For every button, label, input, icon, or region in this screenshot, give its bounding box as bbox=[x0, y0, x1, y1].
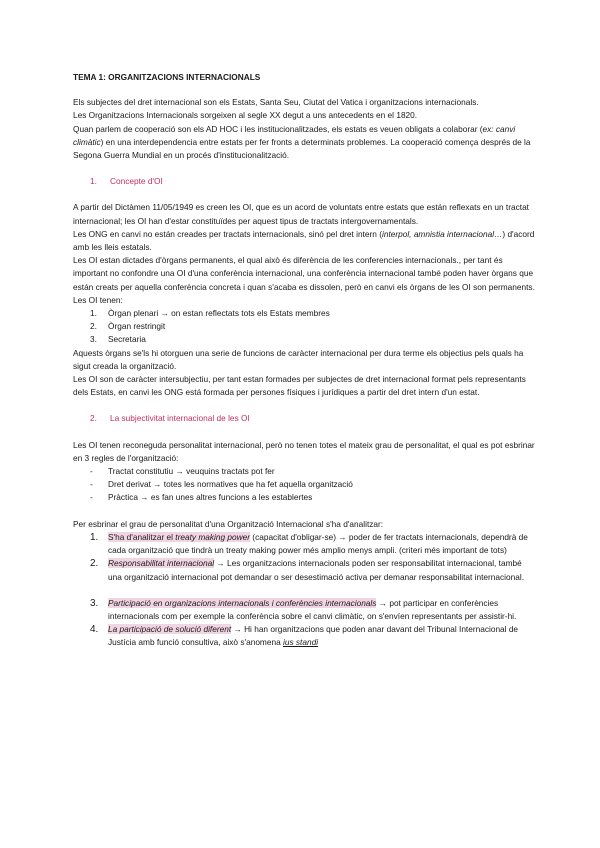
list-item: - Dret derivat → totes les normatives que ha fet aquella organització bbox=[90, 479, 353, 490]
intro-paragraph-1: Els subjectes del dret internacional son els Estats, Santa Seu, Ciutat del Vatica i organitzacions internacionals. bbox=[73, 97, 479, 108]
list-item: 1. Òrgan plenari → on estan reflectats tots els Estats membres bbox=[90, 308, 330, 319]
list-item: 2. Òrgan restringit bbox=[90, 321, 166, 332]
document-title: TEMA 1: ORGANITZACIONS INTERNACIONALS bbox=[73, 72, 261, 82]
list-item: 3. Participació en organizacions internacionals i conferències internacionals → pot participar en conferències internacionals com per exemple la conferència sobre el canvi climàtic, on s'envíen representants per assistir-hi. bbox=[90, 597, 517, 621]
section-2-paragraph-2: Per esbrinar el grau de personalitat d'una Organització Internacional s'ha d'analitzar: bbox=[73, 518, 384, 529]
section-1-heading: 1. Concepte d'OI bbox=[90, 176, 163, 187]
section-1-paragraph-6: Les OI son de caràcter intersubjectiu, per tant estan formades per subjectes de dret internacional format pels representants dels Estats, en canvi les ONG está formada per persones físiques i jurídiques a partir del dret intern d'un estat. bbox=[73, 374, 526, 398]
section-1-paragraph-1: A partir del Dictàmen 11/05/1949 es creen les OI, que es un acord de voluntats entre estats que están reflexats en un tractat internacional; les OI han d'estar constituïdes per aquest tipus de tractats intergovernamentals. bbox=[73, 202, 529, 226]
list-item: 3. Secretaria bbox=[90, 334, 146, 345]
section-2-heading: 2. La subjectivitat internacional de les OI bbox=[90, 413, 250, 424]
intro-paragraph-2: Les Organitzacions Internacionals sorgeixen al segle XX degut a uns antecedents en el 1820. bbox=[73, 110, 418, 121]
list-item: 2. Responsabilitat internacional → Les organitzacions internacionals poden ser responsabilitat internacional, també una organització internacional pot demandar o ser desestimació activa per demanar responsabilitat internacional. bbox=[90, 558, 525, 582]
intro-paragraph-3: Quan parlem de cooperació son els AD HOC i les institucionalitzades, els estats es veuen obligats a colaborar (ex: canvi climàtic) en una interdependencia entre estats per fer fronts a determinats problemes. La cooperació comença després de la Segona Guerra Mundial en un procés d'institucionalització. bbox=[73, 123, 531, 161]
organs-list bbox=[73, 307, 535, 347]
section-2-paragraph-1: Les OI tenen reconeguda personalitat internacional, però no tenen totes el mateix grau de personalitat, el qual es pot esbrinar en 3 regles de l'organització: bbox=[73, 439, 535, 463]
document-body bbox=[73, 71, 535, 650]
section-1-paragraph-5: Aquests òrgans se'ls hi otorguen una serie de funcions de caràcter internacional per dura terme els objectius pels quals ha sigut creada la organització. bbox=[73, 347, 524, 371]
rules-list bbox=[73, 465, 535, 505]
list-item: 4. La participació de solució diferent → Hi han organitzacions que poden anar davant del Tribunal Internacional de Justícia amb funció consultiva, això s'anomena ius standi bbox=[90, 624, 519, 648]
personality-criteria-list bbox=[73, 531, 535, 650]
section-1-paragraph-3: Les OI estan dictades d'òrgans permanents, el qual això és diferència de les conferencies internacionals., per tant és important no confondre una OI d'una conferència internacional, una conferència internacional també poden haver òrgans que están creats per aquella conferència concreta i quan s'acaba es dissolen, però en canvi els òrgans de les OI son permanents. bbox=[73, 255, 535, 292]
list-item: - Tractat constitutiu → veuquins tractats pot fer bbox=[90, 466, 275, 477]
list-item: 1. S'ha d'analitzar el treaty making power (capacitat d'obligar-se) → poder de fer tractats internacionals, dependrà de cada organització que tindrà un treaty making power més amplio menys ampli. (criteri més important de tots) bbox=[90, 531, 528, 556]
list-item: - Pràctica → es fan unes altres funcions a les establertes bbox=[90, 492, 313, 503]
section-1-paragraph-2: Les ONG en canvi no están creades per tractats internacionals, sinó pel dret intern (interpol, amnistia internacional…) d'acord amb les lleis estatals. bbox=[73, 228, 535, 253]
section-1-paragraph-4: Les OI tenen: bbox=[73, 294, 123, 305]
